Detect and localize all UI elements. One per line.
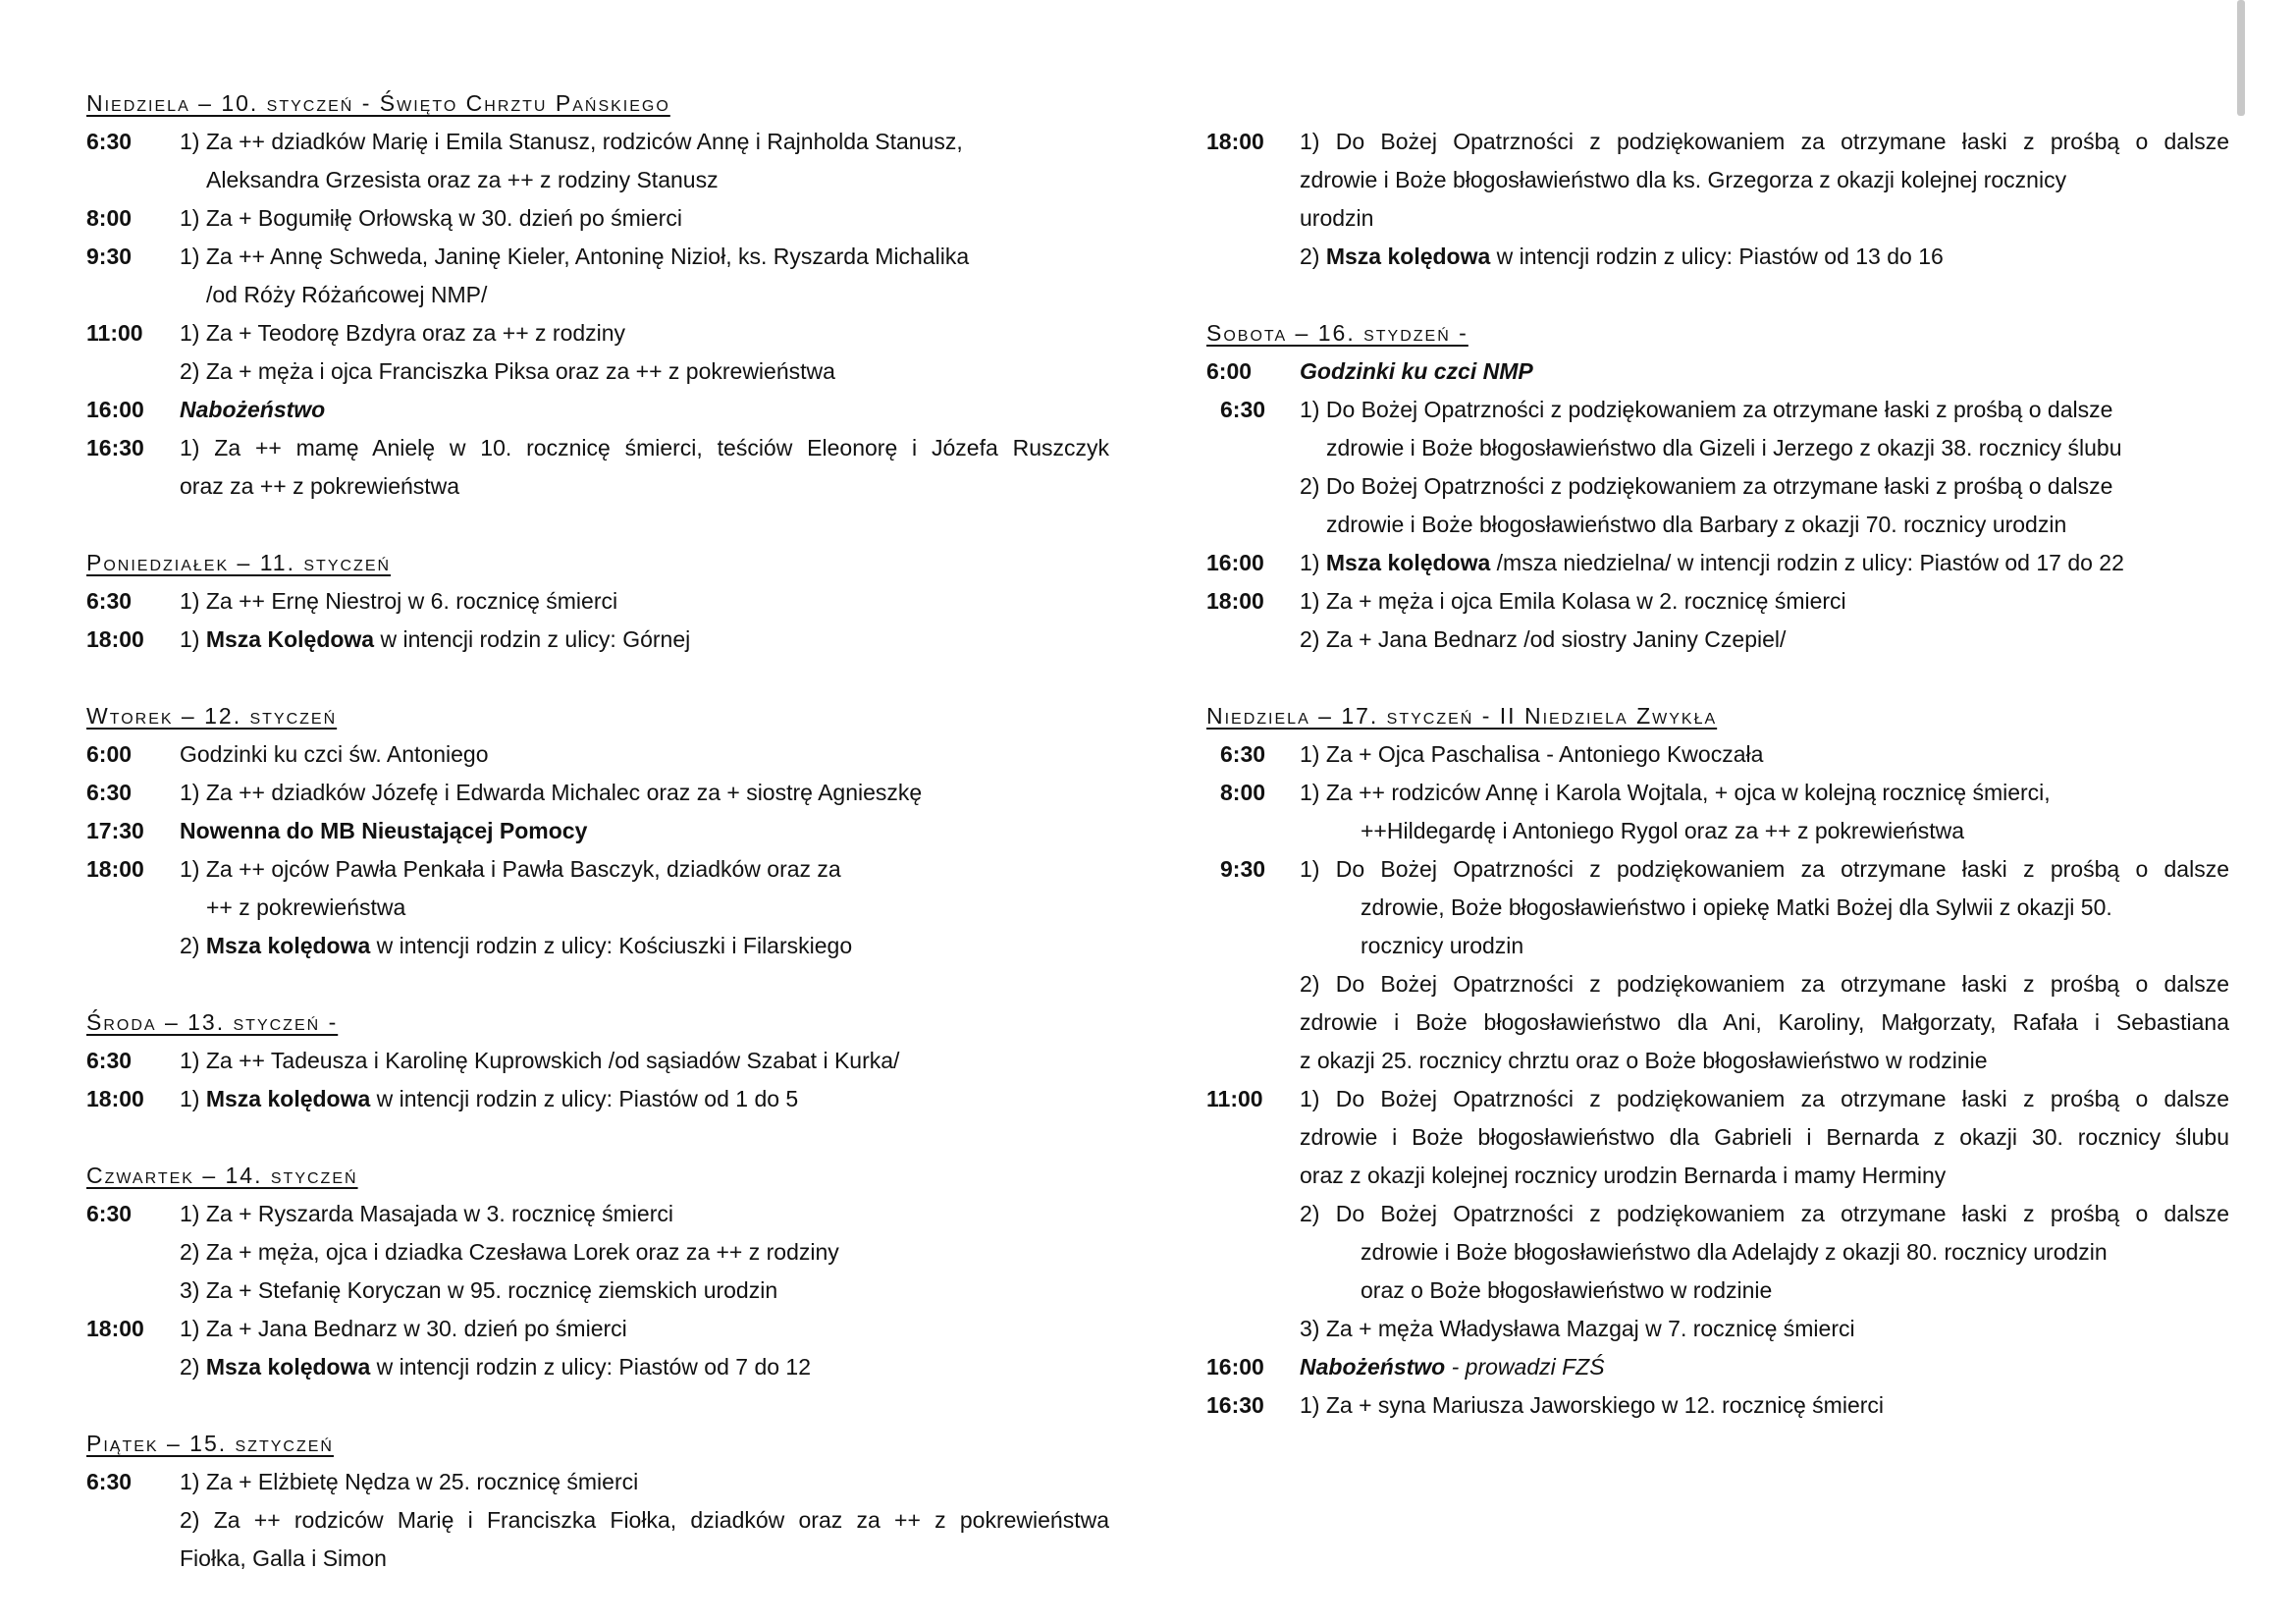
intention-line — [1300, 467, 2229, 506]
day-block — [86, 84, 1109, 506]
intention-text: 1) Za ++ Ernę Niestroj w 6. rocznicę śmierci — [180, 588, 618, 614]
mass-time: 6:00 — [86, 741, 133, 767]
intention-number: 1) — [180, 1086, 206, 1111]
intention-text: 1) Do Bożej Opatrzności z podziękowaniem za otrzymane łaski z prośbą o dalsze — [1300, 129, 2229, 154]
intention-line — [180, 1348, 1109, 1386]
intention-text: Nowenna do MB Nieustającej Pomocy — [180, 818, 588, 843]
mass-slot — [1206, 544, 2229, 582]
intention-text: 1) Za + męża i ojca Emila Kolasa w 2. rocznicę śmierci — [1300, 588, 1846, 614]
intention-text: z okazji 25. rocznicy chrztu oraz o Boże błogosławieństwo w rodzinie — [1300, 1048, 1988, 1073]
intention-text: /msza niedzielna/ w intencji rodzin z ulicy: Piastów od 17 do 22 — [1490, 550, 2124, 575]
mass-time: 18:00 — [1206, 588, 1264, 614]
mass-slot — [86, 1042, 1109, 1080]
mass-slot — [1206, 735, 2229, 774]
intention-list — [1300, 774, 2229, 850]
intention-line — [180, 391, 1109, 429]
intention-line — [180, 735, 1109, 774]
intention-text: oraz o Boże błogosławieństwo w rodzinie — [1361, 1277, 1773, 1303]
intention-text: zdrowie i Boże błogosławieństwo dla ks. Grzegorza z okazji kolejnej rocznicy — [1300, 167, 2067, 192]
intention-text: ++ z pokrewieństwa — [206, 894, 406, 920]
intention-line — [1300, 199, 2229, 238]
intention-line — [1300, 429, 2229, 467]
intention-text: 3) Za + Stefanię Koryczan w 95. rocznicę ziemskich urodzin — [180, 1277, 778, 1303]
mass-slot — [1206, 391, 2229, 544]
intention-line — [1300, 621, 2229, 659]
intention-line — [1300, 1157, 2229, 1195]
intention-text: 1) Do Bożej Opatrzności z podziękowaniem za otrzymane łaski z prośbą o dalsze — [1300, 397, 2113, 422]
intention-line — [1300, 1310, 2229, 1348]
mass-slot — [86, 238, 1109, 314]
intention-line — [180, 812, 1109, 850]
mass-type: Msza kolędowa — [205, 1086, 371, 1111]
intention-line — [1300, 506, 2229, 544]
intention-line — [180, 123, 1109, 161]
intention-text: ++Hildegardę i Antoniego Rygol oraz za ++ z pokrewieństwa — [1361, 818, 1964, 843]
intention-number: 1) — [180, 626, 206, 652]
intention-list — [180, 735, 1109, 774]
intention-list — [180, 582, 1109, 621]
intention-list — [180, 123, 1109, 199]
intention-list — [1300, 352, 2229, 391]
day-block — [1206, 84, 2229, 276]
intention-text: 1) Za + Ojca Paschalisa - Antoniego Kwoczała — [1300, 741, 1764, 767]
intention-line — [1300, 1348, 2229, 1386]
mass-time: 16:30 — [86, 435, 144, 460]
intention-line — [180, 582, 1109, 621]
right-column — [1206, 84, 2229, 1463]
intention-text: w intencji rodzin z ulicy: Piastów od 7 do 12 — [370, 1354, 812, 1380]
intention-text: 2) Za + męża, ojca i dziadka Czesława Lorek oraz za ++ z rodziny — [180, 1239, 839, 1265]
mass-time: 6:30 — [86, 780, 133, 805]
intention-line — [1300, 544, 2229, 582]
intention-line — [1300, 161, 2229, 199]
intention-text: 2) Do Bożej Opatrzności z podziękowaniem za otrzymane łaski z prośbą o dalsze — [1300, 971, 2229, 997]
day-block — [86, 1425, 1109, 1578]
intention-text: Godzinki ku czci NMP — [1300, 358, 1533, 384]
intention-list — [180, 429, 1109, 506]
intention-line — [180, 314, 1109, 352]
intention-text: 1) Za + Elżbietę Nędza w 25. rocznicę śmierci — [180, 1469, 639, 1494]
mass-time: 16:30 — [1206, 1392, 1264, 1418]
day-block — [1206, 314, 2229, 659]
mass-time: 8:00 — [86, 205, 133, 231]
intention-text: 1) Do Bożej Opatrzności z podziękowaniem za otrzymane łaski z prośbą o dalsze — [1300, 1086, 2229, 1111]
intention-list — [1300, 1348, 2229, 1386]
intention-line — [180, 1463, 1109, 1501]
intention-number: 2) — [1300, 244, 1326, 269]
mass-slot — [1206, 1386, 2229, 1425]
mass-time: 6:30 — [86, 129, 133, 154]
intention-line — [180, 1310, 1109, 1348]
mass-time: 16:00 — [1206, 1354, 1264, 1380]
mass-time: 6:30 — [86, 1048, 133, 1073]
mass-slot — [86, 314, 1109, 391]
mass-type: Msza kolędowa — [1325, 244, 1491, 269]
intention-line — [1300, 391, 2229, 429]
intention-text: 1) Za ++ ojców Pawła Penkała i Pawła Basczyk, dziadków oraz za — [180, 856, 841, 882]
day-block — [86, 1003, 1109, 1118]
intention-list — [180, 238, 1109, 314]
mass-slot — [1206, 123, 2229, 276]
intention-list — [1300, 582, 2229, 659]
intention-text: Godzinki ku czci św. Antoniego — [180, 741, 489, 767]
service-name: Nabożeństwo — [1300, 1354, 1446, 1380]
day-heading — [1206, 84, 2229, 123]
intention-text: zdrowie i Boże błogosławieństwo dla Ani, Karoliny, Małgorzaty, Rafała i Sebastiana — [1300, 1009, 2229, 1035]
intention-list — [180, 1310, 1109, 1386]
intention-list — [180, 314, 1109, 391]
intention-line — [180, 1233, 1109, 1272]
mass-slot — [86, 199, 1109, 238]
intention-line — [1300, 1386, 2229, 1425]
intention-line — [180, 238, 1109, 276]
mass-time: 6:00 — [1206, 358, 1253, 384]
intention-line — [180, 1272, 1109, 1310]
intention-list — [180, 1042, 1109, 1080]
intention-line — [1300, 1118, 2229, 1157]
intention-text: 1) Za + Ryszarda Masajada w 3. rocznicę śmierci — [180, 1201, 673, 1226]
intention-text: w intencji rodzin z ulicy: Górnej — [374, 626, 691, 652]
mass-slot — [86, 735, 1109, 774]
mass-slot — [1206, 1080, 2229, 1348]
intention-text: urodzin — [1300, 205, 1374, 231]
intention-line — [180, 1042, 1109, 1080]
day-block — [86, 544, 1109, 659]
mass-time: 8:00 — [1220, 780, 1266, 805]
day-heading: Niedziela – 17. styczeń - II Niedziela Zwykła — [1206, 703, 1718, 729]
mass-slot — [1206, 1348, 2229, 1386]
intention-list — [180, 774, 1109, 812]
intention-text: oraz z okazji kolejnej rocznicy urodzin Bernarda i mamy Herminy — [1300, 1163, 1947, 1188]
intention-list — [180, 1195, 1109, 1310]
mass-slot — [86, 621, 1109, 659]
day-heading: Niedziela – 10. styczeń - Święto Chrztu Pańskiego — [86, 90, 670, 116]
intention-text: Aleksandra Grzesista oraz za ++ z rodziny Stanusz — [206, 167, 719, 192]
intention-list — [1300, 850, 2229, 1080]
mass-slot — [1206, 774, 2229, 850]
intention-number: 2) — [180, 933, 206, 958]
day-heading: Piątek – 15. sztyczeń — [86, 1431, 334, 1456]
intention-line — [1300, 1233, 2229, 1272]
intention-text: Fiołka, Galla i Simon — [180, 1545, 387, 1571]
intention-line — [1300, 352, 2229, 391]
intention-line — [1300, 238, 2229, 276]
day-heading: Sobota – 16. stydzeń - — [1206, 320, 1468, 346]
mass-slot — [86, 429, 1109, 506]
intention-line — [180, 352, 1109, 391]
mass-time: 9:30 — [1220, 856, 1266, 882]
intention-number: 2) — [180, 1354, 206, 1380]
intention-line — [1300, 812, 2229, 850]
intention-line — [1300, 582, 2229, 621]
intention-line — [1300, 1080, 2229, 1118]
mass-slot — [86, 774, 1109, 812]
intention-list — [180, 1080, 1109, 1118]
intention-line — [180, 1540, 1109, 1578]
intention-line — [180, 276, 1109, 314]
mass-slot — [86, 812, 1109, 850]
intention-line — [1300, 889, 2229, 927]
mass-type: Msza kolędowa — [1325, 550, 1491, 575]
intention-list — [1300, 1080, 2229, 1348]
intention-text: 2) Do Bożej Opatrzności z podziękowaniem za otrzymane łaski z prośbą o dalsze — [1300, 473, 2113, 499]
intention-line — [1300, 1195, 2229, 1233]
intention-line — [180, 161, 1109, 199]
mass-type: Msza kolędowa — [205, 933, 371, 958]
intention-text: 2) Za ++ rodziców Marię i Franciszka Fiołka, dziadków oraz za ++ z pokrewieństwa — [180, 1507, 1109, 1533]
mass-slot — [86, 1080, 1109, 1118]
intention-text: w intencji rodzin z ulicy: Piastów od 1 do 5 — [370, 1086, 799, 1111]
intention-text: w intencji rodzin z ulicy: Kościuszki i Filarskiego — [370, 933, 853, 958]
day-heading: Środa – 13. styczeń - — [86, 1009, 339, 1035]
intention-list — [180, 850, 1109, 965]
intention-list — [1300, 735, 2229, 774]
mass-type: Msza Kolędowa — [205, 626, 375, 652]
service-note: - prowadzi FZŚ — [1445, 1354, 1605, 1380]
mass-time: 9:30 — [86, 244, 133, 269]
intention-line — [180, 889, 1109, 927]
intention-line — [180, 927, 1109, 965]
intention-text: 2) Za + Jana Bednarz /od siostry Janiny Czepiel/ — [1300, 626, 1787, 652]
intention-list — [180, 812, 1109, 850]
intention-line — [180, 429, 1109, 467]
scrollbar-thumb[interactable] — [2237, 0, 2245, 116]
mass-slot — [86, 391, 1109, 429]
mass-time: 6:30 — [1220, 741, 1266, 767]
mass-time: 18:00 — [1206, 129, 1264, 154]
intention-list — [1300, 544, 2229, 582]
intention-line — [180, 1195, 1109, 1233]
mass-slot — [86, 123, 1109, 199]
intention-line — [1300, 123, 2229, 161]
intention-text: 1) Za ++ dziadków Marię i Emila Stanusz, rodziców Annę i Rajnholda Stanusz, — [180, 129, 963, 154]
intention-line — [1300, 850, 2229, 889]
left-column — [86, 84, 1109, 1616]
intention-text: zdrowie i Boże błogosławieństwo dla Gizeli i Jerzego z okazji 38. rocznicy ślubu — [1326, 435, 2122, 460]
intention-text: 1) Za ++ rodziców Annę i Karola Wojtala, + ojca w kolejną rocznicę śmierci, — [1300, 780, 2051, 805]
intention-text: /od Róży Różańcowej NMP/ — [206, 282, 488, 307]
mass-slot — [86, 1195, 1109, 1310]
intention-line — [1300, 1003, 2229, 1042]
intention-list — [1300, 1386, 2229, 1425]
day-block — [86, 1157, 1109, 1386]
mass-time: 18:00 — [86, 1316, 144, 1341]
mass-time: 18:00 — [86, 1086, 144, 1111]
mass-slot — [1206, 582, 2229, 659]
intention-line — [180, 850, 1109, 889]
intention-text: Nabożeństwo — [180, 397, 326, 422]
intention-text: 1) Za + Teodorę Bzdyra oraz za ++ z rodziny — [180, 320, 626, 346]
intention-text: 1) Za + Bogumiłę Orłowską w 30. dzień po śmierci — [180, 205, 682, 231]
mass-time: 6:30 — [86, 588, 133, 614]
mass-time: 11:00 — [86, 320, 143, 346]
intention-line — [1300, 774, 2229, 812]
intention-list — [180, 199, 1109, 238]
intention-list — [1300, 123, 2229, 276]
mass-slot — [1206, 850, 2229, 1080]
mass-time: 18:00 — [86, 626, 144, 652]
intention-line — [1300, 735, 2229, 774]
intention-text: 2) Za + męża i ojca Franciszka Piksa oraz za ++ z pokrewieństwa — [180, 358, 835, 384]
intention-text: 2) Do Bożej Opatrzności z podziękowaniem za otrzymane łaski z prośbą o dalsze — [1300, 1201, 2229, 1226]
mass-time: 6:30 — [1220, 397, 1266, 422]
intention-text: w intencji rodzin z ulicy: Piastów od 13 do 16 — [1490, 244, 1944, 269]
mass-slot — [86, 582, 1109, 621]
intention-text: oraz za ++ z pokrewieństwa — [180, 473, 460, 499]
mass-slot — [86, 1310, 1109, 1386]
intention-text: 1) Za ++ Tadeusza i Karolinę Kuprowskich /od sąsiadów Szabat i Kurka/ — [180, 1048, 900, 1073]
intention-line — [1300, 965, 2229, 1003]
intention-text: zdrowie i Boże błogosławieństwo dla Gabrieli i Bernarda z okazji 30. rocznicy ślubu — [1300, 1124, 2229, 1150]
mass-time: 18:00 — [86, 856, 144, 882]
intention-list — [180, 1463, 1109, 1578]
intention-text: 1) Za ++ mamę Anielę w 10. rocznicę śmierci, teściów Eleonorę i Józefa Ruszczyk — [180, 435, 1109, 460]
day-heading: Poniedziałek – 11. styczeń — [86, 550, 392, 575]
intention-text: 1) Za + Jana Bednarz w 30. dzień po śmierci — [180, 1316, 627, 1341]
intention-text: zdrowie, Boże błogosławieństwo i opiekę Matki Bożej dla Sylwii z okazji 50. — [1361, 894, 2112, 920]
mass-slot — [86, 850, 1109, 965]
intention-line — [180, 621, 1109, 659]
intention-text: 1) Za ++ dziadków Józefę i Edwarda Michalec oraz za + siostrę Agnieszkę — [180, 780, 923, 805]
mass-time: 16:00 — [86, 397, 144, 422]
intention-list — [180, 621, 1109, 659]
intention-line — [180, 1080, 1109, 1118]
intention-text: 1) Za ++ Annę Schweda, Janinę Kieler, Antoninę Nizioł, ks. Ryszarda Michalika — [180, 244, 970, 269]
intention-text: 1) Za + syna Mariusza Jaworskiego w 12. rocznicę śmierci — [1300, 1392, 1885, 1418]
intention-list — [180, 391, 1109, 429]
intention-text: 1) Do Bożej Opatrzności z podziękowaniem za otrzymane łaski z prośbą o dalsze — [1300, 856, 2229, 882]
mass-time: 16:00 — [1206, 550, 1264, 575]
mass-slot — [1206, 352, 2229, 391]
mass-time: 6:30 — [86, 1469, 133, 1494]
mass-slot — [86, 1463, 1109, 1578]
intention-number: 1) — [1300, 550, 1326, 575]
intention-text: zdrowie i Boże błogosławieństwo dla Barbary z okazji 70. rocznicy urodzin — [1326, 512, 2067, 537]
intention-line — [1300, 1042, 2229, 1080]
intention-line — [180, 199, 1109, 238]
day-heading: Wtorek – 12. styczeń — [86, 703, 338, 729]
intention-text: 3) Za + męża Władysława Mazgaj w 7. rocznicę śmierci — [1300, 1316, 1855, 1341]
day-block — [1206, 697, 2229, 1425]
mass-time: 17:30 — [86, 818, 144, 843]
intention-line — [180, 1501, 1109, 1540]
intention-line — [1300, 927, 2229, 965]
intention-text: zdrowie i Boże błogosławieństwo dla Adelajdy z okazji 80. rocznicy urodzin — [1361, 1239, 2108, 1265]
intention-line — [180, 774, 1109, 812]
day-block — [86, 697, 1109, 965]
mass-time: 11:00 — [1206, 1086, 1263, 1111]
intention-list — [1300, 391, 2229, 544]
mass-type: Msza kolędowa — [205, 1354, 371, 1380]
intention-line — [180, 467, 1109, 506]
day-heading: Czwartek – 14. styczeń — [86, 1163, 358, 1188]
intention-line — [1300, 1272, 2229, 1310]
mass-time: 6:30 — [86, 1201, 133, 1226]
intention-text: rocznicy urodzin — [1361, 933, 1524, 958]
